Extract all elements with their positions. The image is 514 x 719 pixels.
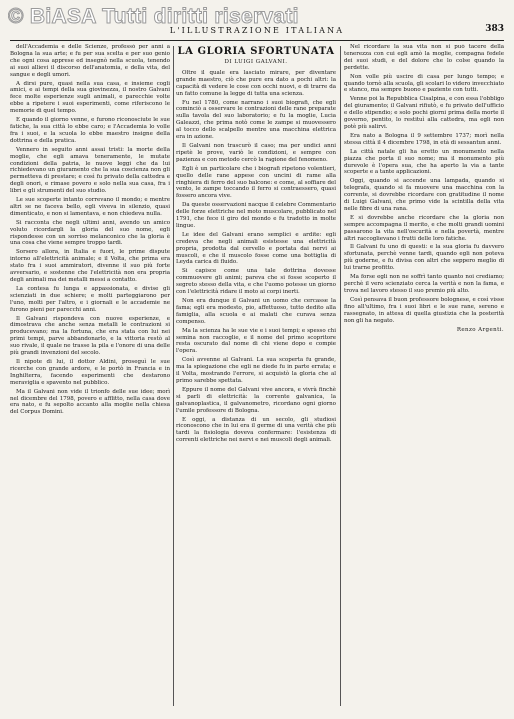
- paragraph: Non volle più uscire di casa per lungo tempo; e quando tornò alla scuola, gli scolari lo videro invecchiato e stanco, ma sempre buono e paziente con tutti.: [344, 73, 504, 94]
- paragraph: Ma la scienza ha le sue vie e i suoi tempi; e spesso chi semina non raccoglie, e il nome del primo scopritore resta oscurato dal nome di chi viene dopo e compie l'opera.: [176, 327, 336, 355]
- article-body: [176, 70, 336, 444]
- column-3: [344, 44, 504, 709]
- column-rule: [340, 46, 341, 706]
- paragraph: Il Galvani rispondeva con nuove esperienze, e dimostrava che anche senza metalli le contrazioni si producevano; ma la fortuna, che era stata con lui nei primi tempi, parve abbandonarlo, e la vittoria restò al suo rivale, il quale ne trasse la pila e l'onore di una delle più grandi invenzioni del secolo.: [10, 315, 170, 357]
- paragraph: Oltre il quale era lasciato mirare, per diventare grande maestro, ciò che pure era dato a pochi altri: la capacità di vedere le cose con occhi nuovi, e di trarre da un fatto comune la legge di tutta una scienza.: [176, 69, 336, 97]
- paragraph: Eppure il nome del Galvani vive ancora, e vivrà finchè si parli di elettricità: la corrente galvanica, la galvanoplastica, il galvanometro, ricordano ogni giorno l'umile professore di Bologna.: [176, 386, 336, 414]
- paragraph: Fu nel 1780, come narrano i suoi biografi, che egli cominciò a osservare le contrazioni delle rane preparate sulla tavola del suo laboratorio; e fu la moglie, Lucia Galeazzi, che prima notò come le zampe si muovessero al tocco dello scalpello mentre una macchina elettrica era in azione.: [176, 99, 336, 141]
- watermark: © BiASA Tutti diritti riservati: [8, 5, 299, 28]
- article-title: LA GLORIA SFORTUNATA: [177, 46, 335, 57]
- paragraph: Da queste osservazioni nacque il celebre Commentario delle forze elettriche nel moto muscolare, pubblicato nel 1791, che fece il giro del mondo e fu tradotto in molte lingue.: [176, 202, 336, 229]
- paragraph: Le idee del Galvani erano semplici e ardite: egli credeva che negli animali esistesse una elettricità propria, prodotta dal cervello e portata dai nervi ai muscoli, e che il muscolo fosse come una bottiglia di Leyda carica di fluido.: [176, 231, 336, 266]
- paragraph: Il nipote di lui, il dottor Aldini, proseguì le sue ricerche con grande ardore, e le portò in Francia e in Inghilterra, facendo esperimenti che destarono meraviglia e spavento nel pubblico.: [10, 358, 170, 386]
- paragraph: Ma il Galvani non vide il trionfo delle sue idee; morì nel dicembre del 1798, povero e afflitto, nella casa dove era nato, e fu sepolto accanto alla moglie nella chiesa del Corpus Domini.: [10, 388, 170, 416]
- paragraph: E oggi, a distanza di un secolo, gli studiosi riconoscono che in lui era il germe di una verità che più tardi la fisiologia doveva confermare: l'esistenza di correnti elettriche nei nervi e nei muscoli degli animali.: [176, 416, 336, 444]
- paragraph: Era nato a Bologna il 9 settembre 1737; morì nella stessa città il 4 dicembre 1798, in età di sessantun anni.: [344, 132, 504, 146]
- paragraph: E quando il giorno venne, e furono riconosciute le sue fatiche, la sua città lo ebbe caro; e l'Accademia lo volle fra i suoi, e la scuola lo ebbe maestro insigne della dottrina e della pratica.: [10, 117, 170, 144]
- paragraph: Così avvenne al Galvani. La sua scoperta fu grande, ma la spiegazione che egli ne diede fu in parte errata; e il Volta, mostrando l'errore, si acquistò la gloria che al primo sarebbe spettata.: [176, 357, 336, 384]
- column-2: [176, 44, 336, 709]
- paragraph: A dirsi pure, quasi nella sua casa, e insieme cogli amici, e ai tempi della sua giovinezza, il nostro Galvani fece molte esperienze sugli animali, e parecchie volte ebbe a ripetere i suoi esperimenti, come riferiscono le memorie di quel tempo.: [10, 80, 170, 115]
- paragraph: Il Galvani non trascurò il caso; ma per undici anni ripetè le prove, variò le condizioni, e sempre con pazienza e con metodo cercò la ragione del fenomeno.: [176, 142, 336, 163]
- paragraph: La città natale gli ha eretto un monumento nella piazza che porta il suo nome; ma il monumento più durevole è l'opera sua, che ha aperto la via a tante scoperte e a tante applicazioni.: [344, 148, 504, 176]
- paragraph: La contesa fu lunga e appassionata, e divise gli scienziati in due schiere; e molti parteggiarono per l'uno, molti per l'altro, e i giornali e le accademie ne furono pieni per parecchi anni.: [10, 285, 170, 313]
- paragraph: Sorsero allora, in Italia e fuori, le prime dispute intorno all'elettricità animale; e il Volta, che prima era stato fra i suoi ammiratori, divenne il suo più forte avversario, e sostenne che l'elettricità non era propria degli animali ma dei metalli messi a contatto.: [10, 249, 170, 283]
- journal-title: L'ILLUSTRAZIONE ITALIANA: [169, 26, 345, 35]
- paragraph: Il Galvani fu uno di questi: e la sua gloria fu davvero sfortunata, perchè venne tardi, quando egli non poteva più goderne, e fu divisa con altri che seppero meglio di lui trarne profitto.: [344, 244, 504, 272]
- paragraph: dell'Accademia e delle Scienze, professò per anni a Bologna la sua arte; e fu per sua scelta e per suo genio che ogni cosa apprese ed insegnò nella scuola, tenendo ai suoi allievi il discorso dell'anatomia, e della vita, del sangue e degli umori.: [10, 44, 170, 78]
- paragraph: Vennero in seguito anni assai tristi: la morte della moglie, che egli amava teneramente, le mutate condizioni della patria, le nuove leggi che da lui richiedevano un giuramento che la sua coscienza non gli permetteva di prestare; e così fu privato della cattedra e degli onori, e rimase povero e solo nella sua casa, fra i libri e gli strumenti del suo studio.: [10, 146, 170, 195]
- column-rule: [173, 46, 174, 706]
- paragraph: Si capisce come una tale dottrina dovesse commuovere gli animi; pareva che si fosse scoperto il segreto stesso della vita, e che l'uomo potesse un giorno con l'elettricità ridare il moto ai corpi inerti.: [176, 268, 336, 296]
- paragraph: Così pensava il buon professore bolognese, e così visse fino all'ultimo, fra i suoi libri e le sue rane, sereno e rassegnato, in attesa di quella giustizia che la posterità non gli ha negato.: [344, 296, 504, 324]
- page-number: 383: [485, 24, 504, 34]
- column-1: [10, 44, 170, 709]
- paragraph: Non era dunque il Galvani un uomo che cercasse la fama; egli era modesto, pio, affettuoso, tutto dedito alla famiglia, alla scuola e ai malati che curava senza compenso.: [176, 298, 336, 325]
- paragraph: Egli è un particolare che i biografi ripetono volentieri, quello delle rane appese con uncini di rame alla ringhiera di ferro del suo balcone: e come, al soffiare del vento, le zampe toccando il ferro si contraessero, quasi fossero ancora vive.: [176, 165, 336, 200]
- paragraph: Oggi, quando si accende una lampada, quando si telegrafa, quando si fa muovere una macchina con la corrente, si dovrebbe ricordare con gratitudine il nome di Luigi Galvani, che primo vide la scintilla della vita nelle fibre di una rana.: [344, 178, 504, 212]
- paragraph: Venne poi la Repubblica Cisalpina, e con essa l'obbligo del giuramento; il Galvani rifiutò, e fu privato dell'ufficio e dello stipendio; e solo pochi giorni prima della morte il governo, pentito, lo restituì alla cattedra, ma egli non potè più salirvi.: [344, 96, 504, 130]
- article-signature: Renzo Argenti.: [456, 327, 504, 334]
- paragraph: E si dovrebbe anche ricordare che la gloria non sempre accompagna il merito, e che molti grandi uomini passarono la vita nell'oscurità e nella povertà, mentre altri raccoglievano i frutti delle loro fatiche.: [344, 214, 504, 242]
- article-author: DI LUIGI GALVANI.: [224, 59, 288, 65]
- paragraph: Nel ricordare la sua vita non si può tacere della tenerezza con cui egli amò la moglie, compagna fedele dei suoi studi, e del dolore che lo colse quando la perdette.: [344, 44, 504, 71]
- paragraph: Si racconta che negli ultimi anni, avendo un amico voluto ricordargli la gloria del suo nome, egli rispondesse con un sorriso melanconico che la gloria è una cosa che viene sempre troppo tardi.: [10, 219, 170, 247]
- paragraph: Ma forse egli non ne soffrì tanto quanto noi crediamo; perchè il vero scienziato cerca la verità e non la fama, e trova nel lavoro stesso il suo premio più alto.: [344, 274, 504, 294]
- paragraph: Le sue scoperte intanto correvano il mondo; e mentre altri se ne faceva bello, egli viveva in silenzio, quasi dimenticato, e non si lamentava, e non chiedeva nulla.: [10, 197, 170, 217]
- article-body-continued: [344, 44, 504, 324]
